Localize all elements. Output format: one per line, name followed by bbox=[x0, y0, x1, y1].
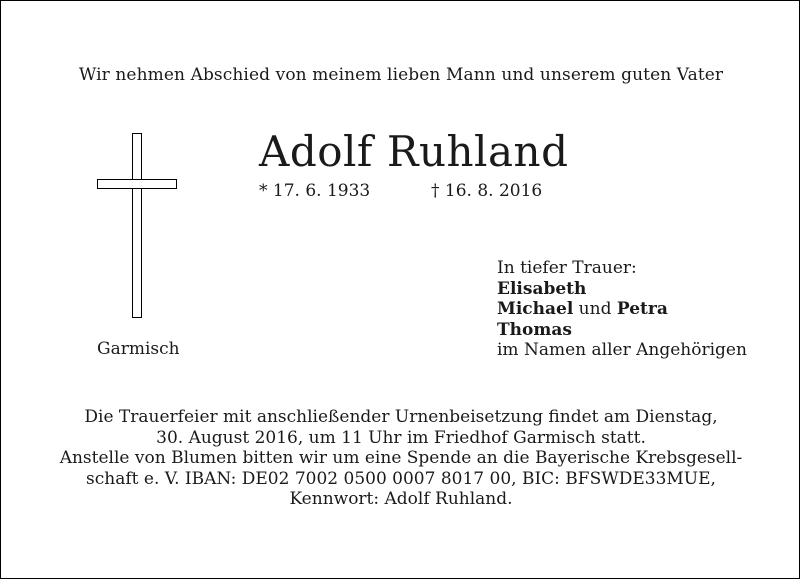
cross-center bbox=[134, 181, 141, 188]
deceased-name: Adolf Ruhland bbox=[259, 127, 569, 176]
death-date: † 16. 8. 2016 bbox=[431, 181, 543, 201]
cross-icon bbox=[97, 133, 177, 318]
ceremony-details bbox=[1, 407, 800, 510]
details-line: 30. August 2016, um 11 Uhr im Friedhof Garmisch statt. bbox=[156, 427, 646, 448]
mourner-pair bbox=[497, 299, 747, 320]
birth-date: * 17. 6. 1933 bbox=[259, 181, 371, 201]
cross-vertical-beam bbox=[132, 133, 142, 318]
details-line: Kennwort: Adolf Ruhland. bbox=[289, 489, 513, 509]
mourners-closing: im Namen aller Angehörigen bbox=[497, 340, 747, 360]
mourner-name: Thomas bbox=[497, 319, 572, 340]
details-line: Die Trauerfeier mit anschließender Urnenbeisetzung findet am Dienstag, bbox=[84, 407, 718, 427]
mourner-name: Elisabeth bbox=[497, 278, 587, 299]
details-line: schaft e. V. IBAN: DE02 7002 0500 0007 8017 00, BIC: BFSWDE33MUE, bbox=[86, 468, 716, 489]
mourner-name: Petra bbox=[616, 299, 668, 319]
location-text: Garmisch bbox=[97, 339, 180, 359]
details-line: Anstelle von Blumen bitten wir um eine Spende an die Bayerische Krebsgesell- bbox=[59, 448, 743, 468]
mourner-connector: und bbox=[573, 299, 617, 319]
mourner-name: Michael bbox=[497, 299, 574, 319]
intro-text: Wir nehmen Abschied von meinem lieben Mann und unserem guten Vater bbox=[78, 65, 724, 85]
mourners-block bbox=[497, 258, 747, 361]
mourners-intro: In tiefer Trauer: bbox=[497, 258, 637, 278]
